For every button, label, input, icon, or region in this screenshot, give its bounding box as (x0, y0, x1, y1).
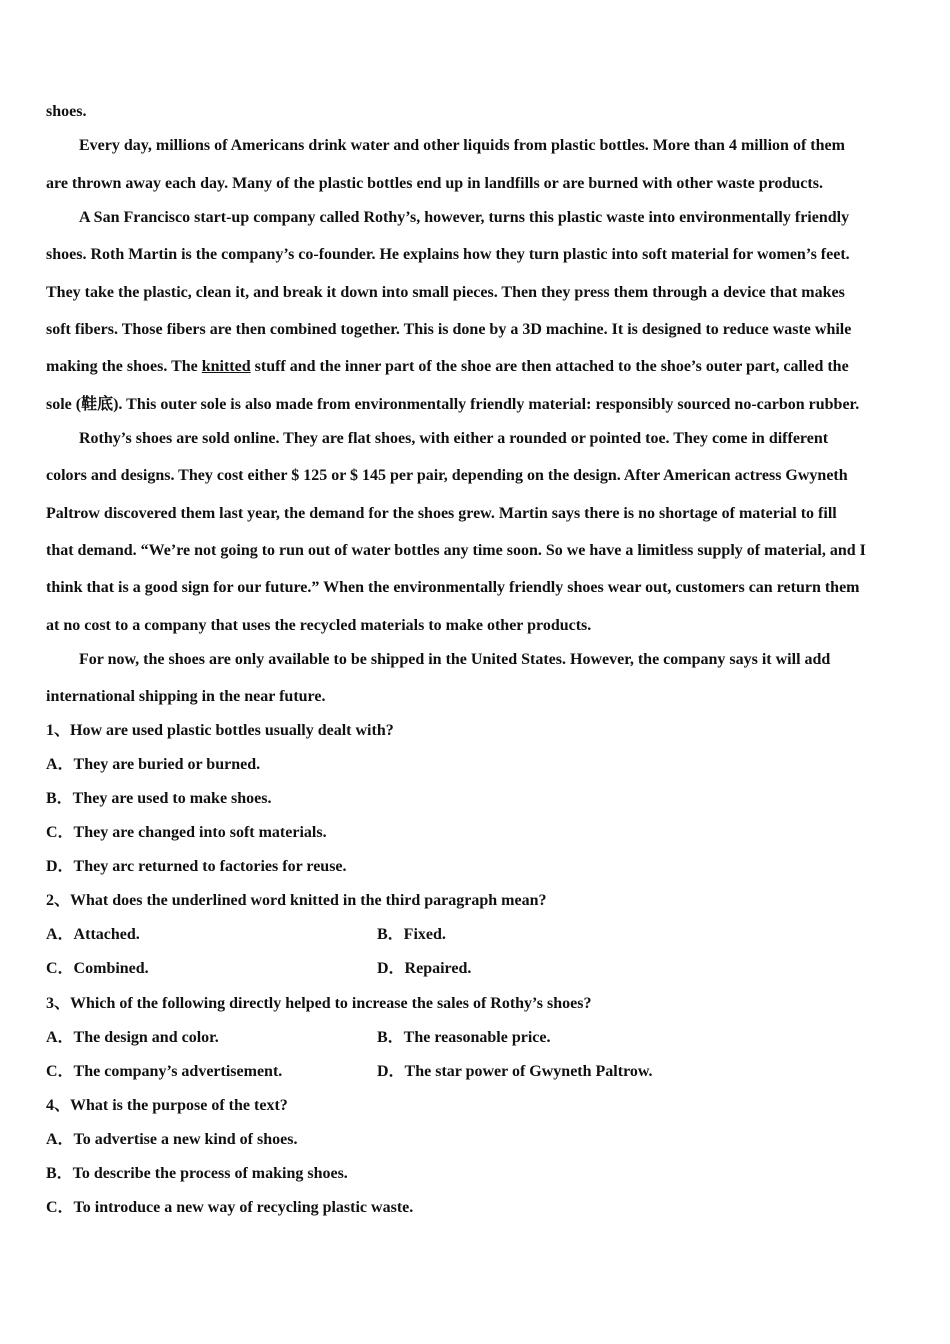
passage-line: at no cost to a company that uses the recycled materials to make other products. (46, 617, 592, 634)
answer-option[interactable]: D．Repaired. (377, 960, 472, 977)
passage-line: shoes. Roth Martin is the company’s co-founder. He explains how they turn plastic into soft material for women’s feet. (46, 246, 850, 263)
answer-option[interactable]: C．The company’s advertisement. (46, 1063, 283, 1080)
passage-text: stuff and the inner part of the shoe are then attached to the shoe’s outer part, called the (250, 358, 849, 375)
passage-line: shoes. (46, 103, 87, 120)
answer-option[interactable]: C．They are changed into soft materials. (46, 824, 327, 841)
answer-option[interactable]: D．The star power of Gwyneth Paltrow. (377, 1063, 653, 1080)
passage-line: that demand. “We’re not going to run out of water bottles any time soon. So we have a limitless supply of material, and I (46, 542, 866, 559)
passage-line (46, 357, 849, 377)
question-stem: 2、What does the underlined word knitted in the third paragraph mean? (46, 892, 547, 909)
answer-option[interactable]: C．Combined. (46, 960, 149, 977)
underlined-word: knitted (201, 358, 251, 375)
answer-option[interactable]: A．They are buried or burned. (46, 756, 261, 773)
option-row (46, 959, 906, 979)
answer-option[interactable]: B．To describe the process of making shoes. (46, 1165, 348, 1182)
question-stem: 1、How are used plastic bottles usually dealt with? (46, 722, 394, 739)
passage-text: making the shoes. The (46, 358, 202, 375)
option-row (46, 1062, 906, 1082)
option-row (46, 925, 906, 945)
passage-line: Every day, millions of Americans drink water and other liquids from plastic bottles. More than 4 million of them (79, 137, 845, 154)
passage-line: international shipping in the near future. (46, 688, 326, 705)
answer-option[interactable]: A．Attached. (46, 926, 140, 943)
answer-option[interactable]: C．To introduce a new way of recycling plastic waste. (46, 1199, 414, 1216)
passage-line: Rothy’s shoes are sold online. They are flat shoes, with either a rounded or pointed toe. They come in different (79, 430, 829, 447)
question-stem: 4、What is the purpose of the text? (46, 1097, 288, 1114)
answer-option[interactable]: B．They are used to make shoes. (46, 790, 272, 807)
question-stem: 3、Which of the following directly helped to increase the sales of Rothy’s shoes? (46, 995, 592, 1012)
answer-option[interactable]: A．The design and color. (46, 1029, 219, 1046)
answer-option[interactable]: D．They arc returned to factories for reuse. (46, 858, 347, 875)
passage-line: sole (鞋底). This outer sole is also made from environmentally friendly material: responsibly sourced no-carbon rubber. (46, 396, 860, 413)
passage-line: soft fibers. Those fibers are then combined together. This is done by a 3D machine. It is designed to reduce waste while (46, 321, 852, 338)
passage-line: are thrown away each day. Many of the plastic bottles end up in landfills or are burned with other waste products. (46, 175, 823, 192)
passage-line: Paltrow discovered them last year, the demand for the shoes grew. Martin says there is no shortage of material to fill (46, 505, 837, 522)
passage-line: For now, the shoes are only available to be shipped in the United States. However, the company says it will add (79, 651, 831, 668)
option-row (46, 1028, 906, 1048)
answer-option[interactable]: B．Fixed. (377, 926, 446, 943)
passage-line: colors and designs. They cost either $ 125 or $ 145 per pair, depending on the design. After American actress Gwyneth (46, 467, 848, 484)
passage-line: They take the plastic, clean it, and break it down into small pieces. Then they press them through a device that makes (46, 284, 845, 301)
passage-line: think that is a good sign for our future.” When the environmentally friendly shoes wear out, customers can return them (46, 579, 860, 596)
answer-option[interactable]: A．To advertise a new kind of shoes. (46, 1131, 298, 1148)
passage-line: A San Francisco start-up company called Rothy’s, however, turns this plastic waste into environmentally friendly (79, 209, 850, 226)
answer-option[interactable]: B．The reasonable price. (377, 1029, 551, 1046)
